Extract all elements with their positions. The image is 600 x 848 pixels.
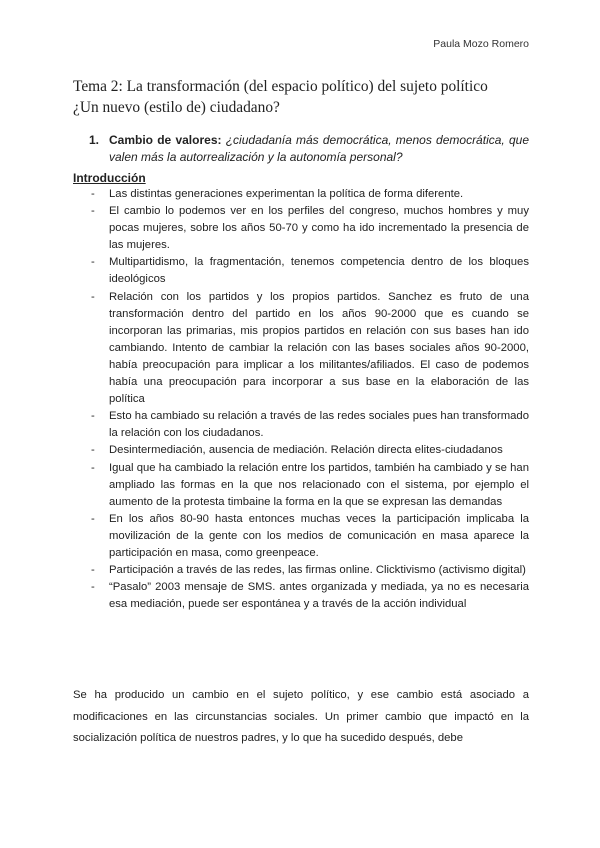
- document-title: [73, 76, 533, 118]
- section-heading: [89, 132, 529, 166]
- body-paragraph: Se ha producido un cambio en el sujeto político, y ese cambio está asociado a modificaciones en las circunstancias sociales. Un primer cambio que impactó en la socialización política de nuestros padres, y lo que ha sucedido después, debe: [73, 689, 529, 744]
- intro-heading: Introducción: [73, 171, 146, 185]
- list-item: - “Pasalo” 2003 mensaje de SMS. antes organizada y mediada, ya no es necesaria esa mediación, puede ser espontánea y a través de la acción individual: [89, 579, 529, 613]
- title-line-1: Tema 2: La transformación (del espacio político) del sujeto político: [73, 78, 488, 95]
- title-line-2: ¿Un nuevo (estilo de) ciudadano?: [73, 99, 280, 116]
- list-item: - Igual que ha cambiado la relación entre los partidos, también ha cambiado y se han ampliado las formas en la que nos relacionado con el sistema, por ejemplo el aumento de la protesta timbaine la forma en la que se expresan las demandas: [89, 460, 529, 511]
- list-item: - Relación con los partidos y los propios partidos. Sanchez es fruto de una transformación dentro del partido en los años 90-2000 que es cuando se incorporan las primarias, mis propios partidos en relación con sus bases han ido cambiando. Intento de cambiar la relación con las bases sociales años 90-2000, había preocupación para implicar a los militantes/afiliados. El caso de podemos había una preocupación para incorporar a sus base en la elaboración de las política: [89, 289, 529, 409]
- bullet-list: [89, 186, 529, 613]
- section-number: 1.: [89, 133, 100, 147]
- list-item: - En los años 80-90 hasta entonces muchas veces la participación implicaba la movilización de la gente con los medios de comunicación en masa aparece la participación en masa, como greenpeace.: [89, 511, 529, 562]
- list-item: - Participación a través de las redes, las firmas online. Clicktivismo (activismo digital): [89, 562, 529, 579]
- header-author: Paula Mozo Romero: [433, 38, 529, 50]
- list-item: - El cambio lo podemos ver en los perfiles del congreso, muchos hombres y muy pocas mujeres, sobre los años 50-70 y como ha ido incrementado la presencia de las mujeres.: [89, 203, 529, 254]
- section-heading-text: [109, 132, 529, 166]
- list-item: - Esto ha cambiado su relación a través de las redes sociales pues han transformado la relación con los ciudadanos.: [89, 408, 529, 442]
- list-item: - Las distintas generaciones experimentan la política de forma diferente.: [89, 186, 529, 203]
- section-question: ¿ciudadanía más democrática, menos democrática, que valen más la autorrealización y la autonomía personal?: [109, 133, 529, 164]
- list-item: - Multipartidismo, la fragmentación, tenemos competencia dentro de los bloques ideológicos: [89, 254, 529, 288]
- section-lead: Cambio de valores:: [109, 133, 222, 147]
- list-item: - Desintermediación, ausencia de mediación. Relación directa elites-ciudadanos: [89, 442, 529, 459]
